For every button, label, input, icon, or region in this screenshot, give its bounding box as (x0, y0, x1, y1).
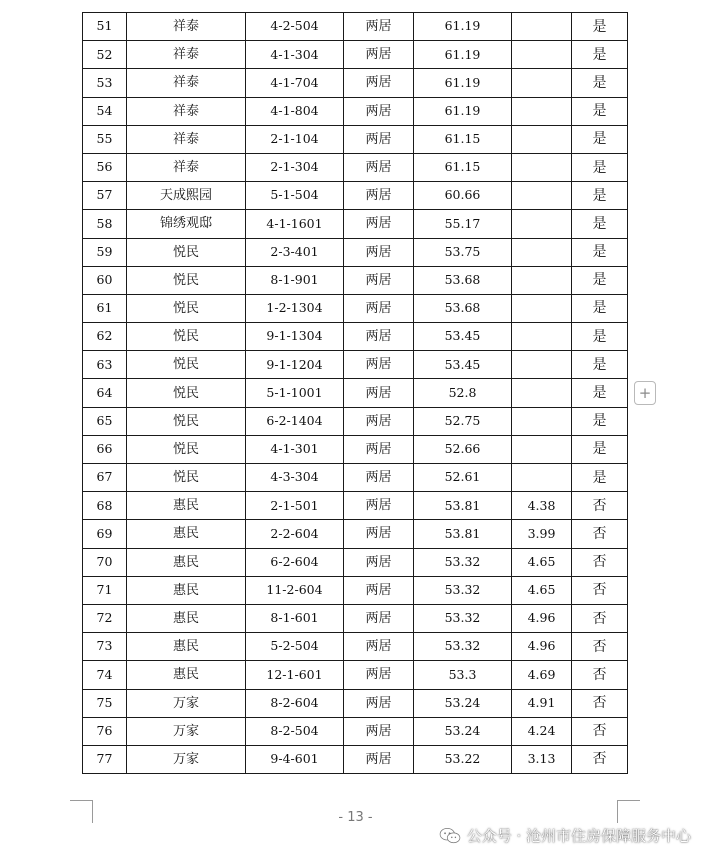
cell-extra-value: 4.96 (512, 604, 572, 632)
cell-extra-value: 3.13 (512, 745, 572, 773)
table-row (83, 435, 628, 463)
cell-flag: 是 (572, 69, 628, 97)
cell-number: 71 (83, 576, 127, 604)
table-row (83, 689, 628, 717)
cell-number: 57 (83, 182, 127, 210)
cell-layout-type: 两居 (344, 379, 414, 407)
table-row (83, 41, 628, 69)
cell-area: 53.81 (414, 492, 512, 520)
cell-layout-type: 两居 (344, 266, 414, 294)
cell-estate-name: 惠民 (127, 520, 246, 548)
cell-flag: 否 (572, 717, 628, 745)
cell-layout-type: 两居 (344, 576, 414, 604)
cell-unit: 4-1-704 (246, 69, 344, 97)
cell-estate-name: 祥泰 (127, 41, 246, 69)
cell-unit: 2-1-501 (246, 492, 344, 520)
cell-number: 65 (83, 407, 127, 435)
cell-area: 53.32 (414, 548, 512, 576)
cell-flag: 是 (572, 294, 628, 322)
cell-estate-name: 祥泰 (127, 153, 246, 181)
cell-number: 67 (83, 464, 127, 492)
cell-unit: 5-1-504 (246, 182, 344, 210)
cell-number: 75 (83, 689, 127, 717)
plus-icon: + (638, 384, 652, 402)
cell-number: 53 (83, 69, 127, 97)
cell-layout-type: 两居 (344, 633, 414, 661)
cell-layout-type: 两居 (344, 661, 414, 689)
cell-unit: 8-1-601 (246, 604, 344, 632)
cell-unit: 5-1-1001 (246, 379, 344, 407)
cell-unit: 4-1-304 (246, 41, 344, 69)
cell-estate-name: 祥泰 (127, 69, 246, 97)
cell-number: 63 (83, 351, 127, 379)
cell-extra-value (512, 13, 572, 41)
cell-layout-type: 两居 (344, 520, 414, 548)
add-row-button[interactable] (634, 381, 656, 405)
cell-extra-value (512, 182, 572, 210)
cell-area: 53.45 (414, 323, 512, 351)
cell-number: 59 (83, 238, 127, 266)
cell-estate-name: 惠民 (127, 548, 246, 576)
cell-unit: 11-2-604 (246, 576, 344, 604)
page-number: - 13 - (338, 810, 373, 825)
cell-unit: 1-2-1304 (246, 294, 344, 322)
cell-area: 53.24 (414, 717, 512, 745)
cell-flag: 是 (572, 323, 628, 351)
cell-flag: 否 (572, 633, 628, 661)
cell-number: 70 (83, 548, 127, 576)
table-row (83, 661, 628, 689)
cell-layout-type: 两居 (344, 41, 414, 69)
cell-area: 61.19 (414, 97, 512, 125)
cell-layout-type: 两居 (344, 548, 414, 576)
cell-flag: 是 (572, 407, 628, 435)
cell-unit: 5-2-504 (246, 633, 344, 661)
cell-extra-value: 4.96 (512, 633, 572, 661)
cell-estate-name: 惠民 (127, 576, 246, 604)
cell-estate-name: 万家 (127, 745, 246, 773)
cell-layout-type: 两居 (344, 464, 414, 492)
table-row (83, 153, 628, 181)
cell-number: 69 (83, 520, 127, 548)
cell-unit: 6-2-1404 (246, 407, 344, 435)
table-row (83, 379, 628, 407)
cell-number: 73 (83, 633, 127, 661)
cell-unit: 2-1-304 (246, 153, 344, 181)
cell-unit: 4-2-504 (246, 13, 344, 41)
cell-estate-name: 惠民 (127, 661, 246, 689)
cell-layout-type: 两居 (344, 210, 414, 238)
cell-extra-value (512, 464, 572, 492)
table-row (83, 407, 628, 435)
cell-extra-value (512, 41, 572, 69)
table-row (83, 520, 628, 548)
cell-area: 61.19 (414, 13, 512, 41)
cell-unit: 6-2-604 (246, 548, 344, 576)
table-row (83, 351, 628, 379)
cell-estate-name: 祥泰 (127, 125, 246, 153)
cell-number: 52 (83, 41, 127, 69)
cell-number: 60 (83, 266, 127, 294)
cell-layout-type: 两居 (344, 689, 414, 717)
cell-unit: 2-3-401 (246, 238, 344, 266)
cell-extra-value (512, 210, 572, 238)
cell-estate-name: 悦民 (127, 323, 246, 351)
cell-flag: 是 (572, 125, 628, 153)
cell-area: 61.15 (414, 125, 512, 153)
cell-extra-value: 4.24 (512, 717, 572, 745)
table-row (83, 717, 628, 745)
cell-flag: 否 (572, 745, 628, 773)
cell-extra-value (512, 379, 572, 407)
cell-number: 54 (83, 97, 127, 125)
cell-number: 56 (83, 153, 127, 181)
table-body (83, 13, 628, 774)
cell-extra-value (512, 153, 572, 181)
cell-unit: 2-2-604 (246, 520, 344, 548)
cell-layout-type: 两居 (344, 294, 414, 322)
table-row (83, 69, 628, 97)
cell-extra-value: 4.91 (512, 689, 572, 717)
cell-estate-name: 惠民 (127, 604, 246, 632)
cell-estate-name: 万家 (127, 717, 246, 745)
cell-number: 66 (83, 435, 127, 463)
cell-unit: 9-4-601 (246, 745, 344, 773)
cell-estate-name: 天成熙园 (127, 182, 246, 210)
cell-extra-value (512, 266, 572, 294)
cell-flag: 否 (572, 604, 628, 632)
table-row (83, 323, 628, 351)
cell-extra-value (512, 323, 572, 351)
cell-unit: 8-2-504 (246, 717, 344, 745)
cell-layout-type: 两居 (344, 323, 414, 351)
cell-layout-type: 两居 (344, 238, 414, 266)
cell-estate-name: 悦民 (127, 294, 246, 322)
cell-layout-type: 两居 (344, 69, 414, 97)
cell-area: 53.3 (414, 661, 512, 689)
cell-layout-type: 两居 (344, 351, 414, 379)
cell-number: 61 (83, 294, 127, 322)
cell-area: 53.75 (414, 238, 512, 266)
cell-estate-name: 祥泰 (127, 97, 246, 125)
cell-flag: 是 (572, 238, 628, 266)
cell-extra-value: 4.65 (512, 576, 572, 604)
cell-estate-name: 悦民 (127, 379, 246, 407)
cell-extra-value (512, 238, 572, 266)
cell-flag: 是 (572, 97, 628, 125)
cell-area: 52.8 (414, 379, 512, 407)
cell-area: 61.19 (414, 41, 512, 69)
cell-number: 64 (83, 379, 127, 407)
cell-number: 74 (83, 661, 127, 689)
cell-extra-value: 3.99 (512, 520, 572, 548)
cell-flag: 否 (572, 661, 628, 689)
cell-extra-value (512, 125, 572, 153)
table-row (83, 13, 628, 41)
cell-number: 51 (83, 13, 127, 41)
cell-layout-type: 两居 (344, 435, 414, 463)
cell-extra-value (512, 407, 572, 435)
cell-extra-value (512, 294, 572, 322)
cell-area: 53.32 (414, 633, 512, 661)
cell-extra-value (512, 69, 572, 97)
cell-estate-name: 悦民 (127, 464, 246, 492)
cell-unit: 4-1-1601 (246, 210, 344, 238)
table-row (83, 492, 628, 520)
cell-area: 55.17 (414, 210, 512, 238)
cell-layout-type: 两居 (344, 604, 414, 632)
cell-estate-name: 锦绣观邸 (127, 210, 246, 238)
cell-flag: 是 (572, 182, 628, 210)
cell-estate-name: 悦民 (127, 266, 246, 294)
cell-flag: 是 (572, 266, 628, 294)
cell-area: 53.68 (414, 266, 512, 294)
cell-flag: 是 (572, 210, 628, 238)
cell-flag: 是 (572, 379, 628, 407)
cell-number: 62 (83, 323, 127, 351)
cell-flag: 是 (572, 41, 628, 69)
cell-estate-name: 惠民 (127, 633, 246, 661)
cell-unit: 4-1-301 (246, 435, 344, 463)
cell-extra-value (512, 97, 572, 125)
table-row (83, 238, 628, 266)
cell-estate-name: 祥泰 (127, 13, 246, 41)
cell-area: 52.75 (414, 407, 512, 435)
cell-area: 60.66 (414, 182, 512, 210)
cell-estate-name: 悦民 (127, 435, 246, 463)
cell-number: 58 (83, 210, 127, 238)
cell-layout-type: 两居 (344, 745, 414, 773)
table-row (83, 604, 628, 632)
cell-unit: 2-1-104 (246, 125, 344, 153)
cell-number: 77 (83, 745, 127, 773)
cell-flag: 是 (572, 464, 628, 492)
table-row (83, 125, 628, 153)
cell-unit: 4-3-304 (246, 464, 344, 492)
cell-flag: 是 (572, 435, 628, 463)
table-row (83, 294, 628, 322)
table-row (83, 464, 628, 492)
cell-extra-value (512, 351, 572, 379)
cell-estate-name: 悦民 (127, 238, 246, 266)
cell-layout-type: 两居 (344, 125, 414, 153)
cell-flag: 否 (572, 689, 628, 717)
cell-unit: 12-1-601 (246, 661, 344, 689)
cell-layout-type: 两居 (344, 182, 414, 210)
cell-number: 76 (83, 717, 127, 745)
cell-area: 53.22 (414, 745, 512, 773)
cell-estate-name: 万家 (127, 689, 246, 717)
cell-flag: 否 (572, 520, 628, 548)
table-row (83, 576, 628, 604)
cell-estate-name: 悦民 (127, 407, 246, 435)
cell-extra-value: 4.65 (512, 548, 572, 576)
cell-unit: 8-1-901 (246, 266, 344, 294)
watermark-text: 公众号 · 沧州市住房保障服务中心 (466, 827, 691, 845)
cell-layout-type: 两居 (344, 407, 414, 435)
table-row (83, 548, 628, 576)
cell-layout-type: 两居 (344, 97, 414, 125)
cell-unit: 9-1-1304 (246, 323, 344, 351)
cell-area: 53.32 (414, 576, 512, 604)
table-row (83, 182, 628, 210)
cell-unit: 9-1-1204 (246, 351, 344, 379)
table-row (83, 633, 628, 661)
cell-flag: 否 (572, 492, 628, 520)
cell-area: 53.45 (414, 351, 512, 379)
table-row (83, 97, 628, 125)
table-row (83, 266, 628, 294)
cell-number: 68 (83, 492, 127, 520)
cell-area: 53.32 (414, 604, 512, 632)
cell-area: 53.24 (414, 689, 512, 717)
housing-table (82, 12, 628, 774)
cell-area: 61.19 (414, 69, 512, 97)
cell-extra-value: 4.38 (512, 492, 572, 520)
cell-flag: 否 (572, 576, 628, 604)
watermark (439, 825, 691, 846)
cell-area: 61.15 (414, 153, 512, 181)
cell-extra-value: 4.69 (512, 661, 572, 689)
cell-layout-type: 两居 (344, 492, 414, 520)
cell-unit: 4-1-804 (246, 97, 344, 125)
cell-area: 52.61 (414, 464, 512, 492)
cell-estate-name: 惠民 (127, 492, 246, 520)
wechat-icon (439, 827, 461, 845)
cell-area: 53.81 (414, 520, 512, 548)
cell-unit: 8-2-604 (246, 689, 344, 717)
cell-number: 55 (83, 125, 127, 153)
cell-flag: 否 (572, 548, 628, 576)
cell-flag: 是 (572, 153, 628, 181)
cell-layout-type: 两居 (344, 153, 414, 181)
cell-flag: 是 (572, 351, 628, 379)
cell-estate-name: 悦民 (127, 351, 246, 379)
cell-number: 72 (83, 604, 127, 632)
cell-layout-type: 两居 (344, 13, 414, 41)
table-row (83, 210, 628, 238)
cell-extra-value (512, 435, 572, 463)
cell-area: 53.68 (414, 294, 512, 322)
cell-flag: 是 (572, 13, 628, 41)
cell-area: 52.66 (414, 435, 512, 463)
cell-layout-type: 两居 (344, 717, 414, 745)
table-row (83, 745, 628, 773)
